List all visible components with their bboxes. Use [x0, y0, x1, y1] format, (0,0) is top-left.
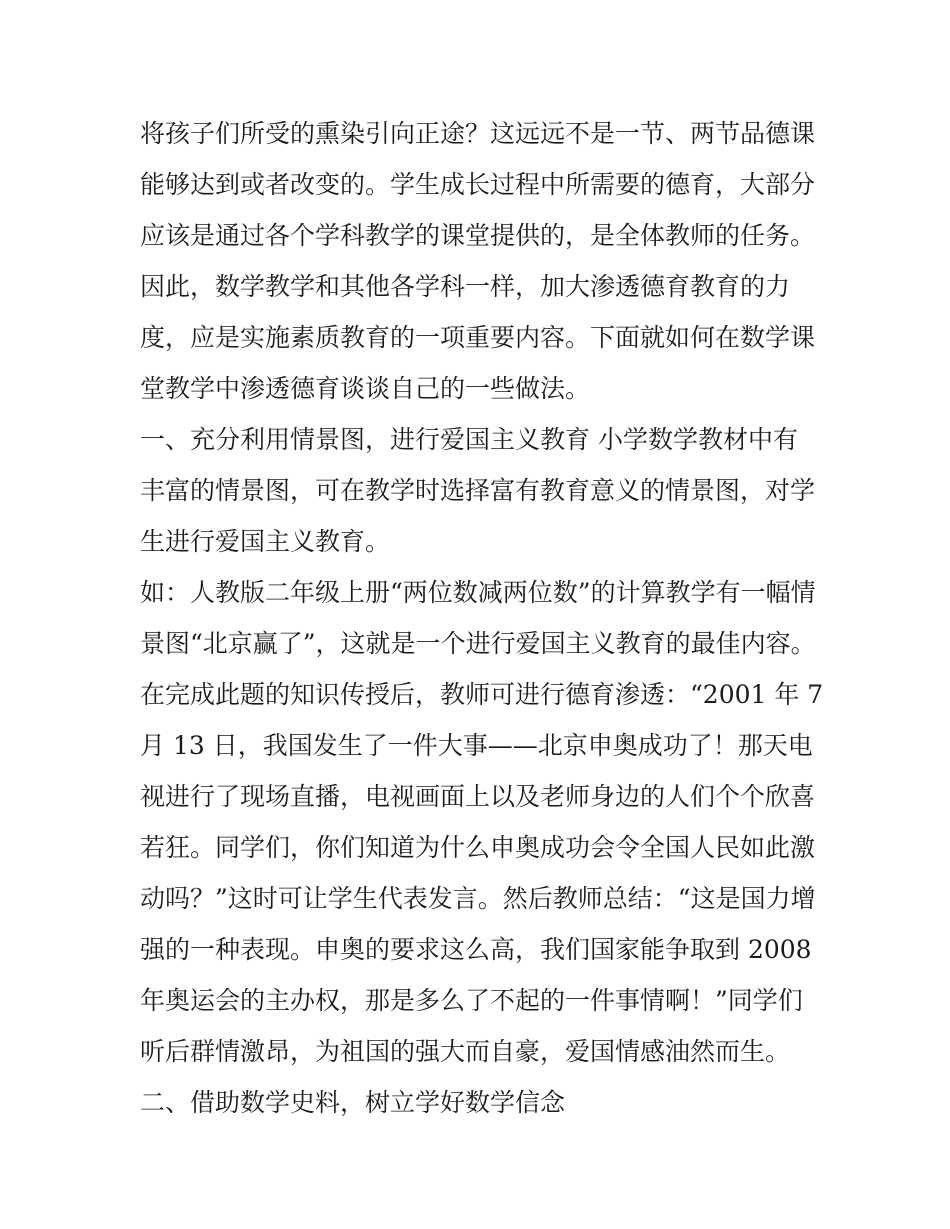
text-line: 丰富的情景图，可在教学时选择富有教育意义的情景图，对学 — [140, 476, 816, 505]
text-line: 因此，数学教学和其他各学科一样，加大渗透德育教育的力 — [140, 272, 791, 301]
text-line: 若狂。同学们，你们知道为什么申奥成功会令全国人民如此激 — [140, 833, 816, 862]
text-line: 能够达到或者改变的。学生成长过程中所需要的德育，大部分 — [140, 170, 816, 199]
text-line: 强的一种表现。申奥的要求这么高，我们国家能争取到 2008 — [140, 935, 812, 964]
body-text — [140, 108, 830, 1128]
section-heading-2: 二、借助数学史料，树立学好数学信念 — [140, 1088, 566, 1117]
text-line: 月 13 日，我国发生了一件大事——北京申奥成功了！那天电 — [140, 731, 813, 760]
text-line: 景图“北京赢了”，这就是一个进行爱国主义教育的最佳内容。 — [140, 629, 816, 658]
text-line: 生进行爱国主义教育。 — [140, 527, 391, 556]
text-line: 听后群情激昂，为祖国的强大而自豪，爱国情感油然而生。 — [140, 1037, 791, 1066]
text-line: 在完成此题的知识传授后，教师可进行德育渗透：“2001 年 7 — [140, 680, 824, 709]
text-line: 度，应是实施素质教育的一项重要内容。下面就如何在数学课 — [140, 323, 816, 352]
section-heading-1: 一、充分利用情景图，进行爱国主义教育 小学数学教材中有 — [140, 425, 798, 454]
text-line: 将孩子们所受的熏染引向正途？这远远不是一节、两节品德课 — [140, 119, 816, 148]
text-line: 年奥运会的主办权，那是多么了不起的一件事情啊！”同学们 — [140, 986, 803, 1015]
text-line: 视进行了现场直播，电视画面上以及老师身边的人们个个欣喜 — [140, 782, 816, 811]
text-line: 堂教学中渗透德育谈谈自己的一些做法。 — [140, 374, 591, 403]
text-line: 应该是通过各个学科教学的课堂提供的，是全体教师的任务。 — [140, 221, 816, 250]
text-line: 动吗？”这时可让学生代表发言。然后教师总结：“这是国力增 — [140, 884, 816, 913]
text-line: 如：人教版二年级上册“两位数减两位数”的计算教学有一幅情 — [140, 578, 816, 607]
